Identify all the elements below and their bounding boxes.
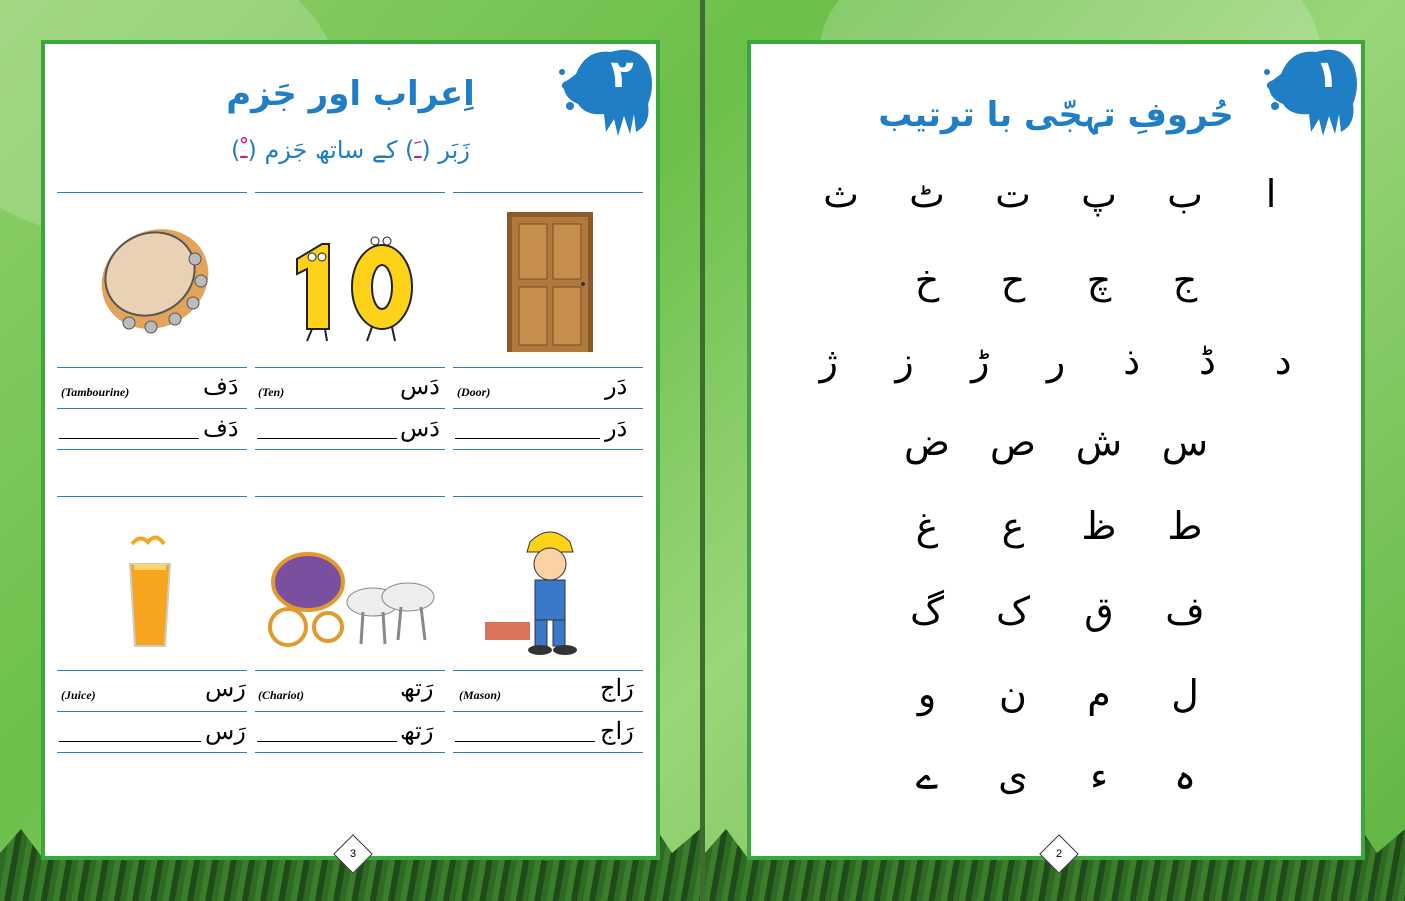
alphabet-letter: ط: [1167, 504, 1203, 548]
divider: [453, 192, 643, 193]
subtitle-text: ) کے ساتھ جَزم (: [247, 136, 415, 164]
alphabet-row: [791, 754, 1321, 798]
divider: [255, 752, 445, 753]
alphabet-letter: ژ: [819, 339, 839, 383]
chariot-image: [263, 532, 443, 657]
divider: [57, 408, 247, 409]
divider: [57, 496, 247, 497]
subtitle-mark: ـَ: [414, 136, 422, 164]
english-label: (Door): [457, 385, 491, 399]
mason-image: [485, 522, 605, 657]
trace-word: رَاج: [600, 717, 634, 745]
divider: [57, 449, 247, 450]
alphabet-letter: چ: [1086, 258, 1112, 302]
alphabet-letter: ح: [1000, 258, 1026, 302]
urdu-word: رَتھ: [400, 674, 434, 702]
lesson-number: ٢: [610, 52, 634, 96]
tambourine-image: [95, 219, 215, 339]
alphabet-row: [791, 589, 1321, 633]
trace-line[interactable]: [455, 438, 600, 439]
alphabet-letter: ن: [999, 672, 1027, 716]
alphabet-letter: ت: [995, 172, 1031, 216]
alphabet-letter: ع: [1001, 504, 1025, 548]
alphabet-letter: ق: [1084, 589, 1114, 633]
alphabet-letter: ف: [1165, 589, 1205, 633]
divider: [255, 496, 445, 497]
alphabet-letter: گ: [909, 589, 944, 633]
alphabet-letter: س: [1161, 420, 1209, 464]
alphabet-row: [791, 258, 1321, 302]
urdu-word: رَس: [205, 674, 246, 702]
alphabet-letter: پ: [1081, 172, 1117, 216]
alphabet-letter: ض: [904, 420, 950, 464]
page-title: حُروفِ تہجّی با ترتیب: [878, 95, 1234, 135]
alphabet-letter: ل: [1171, 672, 1199, 716]
divider: [255, 670, 445, 671]
english-label: (Mason): [459, 688, 502, 702]
alphabet-letter: م: [1087, 672, 1111, 716]
alphabet-letter: و: [917, 672, 937, 716]
book-spine: [700, 0, 705, 901]
alphabet-letter: ز: [895, 339, 914, 383]
alphabet-letter: ث: [823, 172, 859, 216]
alphabet-letter: ی: [998, 754, 1028, 798]
subtitle-mark: ـْ: [240, 136, 248, 164]
divider: [57, 711, 247, 712]
trace-word: دَس: [400, 414, 440, 442]
trace-word: رَتھ: [400, 717, 434, 745]
english-label: (Tambourine): [61, 385, 130, 399]
subtitle-text: ): [231, 136, 241, 164]
alphabet-letter: ص: [990, 420, 1036, 464]
divider: [255, 367, 445, 368]
divider: [57, 367, 247, 368]
page-number-text: 2: [1055, 848, 1063, 860]
alphabet-letter: ش: [1075, 420, 1123, 464]
alphabet-letter: ہ: [1173, 754, 1197, 798]
divider: [255, 711, 445, 712]
divider: [453, 496, 643, 497]
divider: [453, 408, 643, 409]
ten-image: [267, 229, 437, 344]
alphabet-letter: د: [1274, 339, 1292, 383]
divider: [57, 752, 247, 753]
alphabet-row: [791, 172, 1321, 216]
trace-word: دَر: [605, 414, 628, 442]
alphabet-row: [791, 339, 1321, 383]
english-label: (Ten): [258, 385, 285, 399]
urdu-word: دَس: [400, 372, 440, 400]
alphabet-letter: ے: [915, 754, 939, 798]
divider: [453, 449, 643, 450]
trace-line[interactable]: [59, 438, 199, 439]
divider: [453, 367, 643, 368]
trace-line[interactable]: [455, 741, 595, 742]
door-image: [507, 212, 593, 352]
divider: [453, 752, 643, 753]
alphabet-letter: ء: [1090, 754, 1108, 798]
alphabet-letter: ڈ: [1198, 339, 1216, 383]
alphabet-letter: ک: [995, 589, 1030, 633]
alphabet-letter: غ: [915, 504, 939, 548]
alphabet-row: [791, 420, 1321, 464]
page-title: اِعراب اور جَزم: [226, 74, 475, 114]
alphabet-letter: ج: [1172, 258, 1198, 302]
alphabet-letter: ڑ: [971, 339, 990, 383]
urdu-word: دَف: [203, 372, 239, 400]
divider: [255, 408, 445, 409]
divider: [57, 670, 247, 671]
divider: [453, 670, 643, 671]
trace-word: دَف: [203, 414, 239, 442]
lesson-number: ١: [1315, 52, 1339, 96]
alphabet-letter: ب: [1167, 172, 1203, 216]
alphabet-letter: خ: [914, 258, 940, 302]
english-label: (Chariot): [258, 688, 305, 702]
divider: [255, 192, 445, 193]
divider: [57, 192, 247, 193]
urdu-word: دَر: [605, 372, 628, 400]
divider: [255, 449, 445, 450]
alphabet-row: [791, 672, 1321, 716]
alphabet-letter: ذ: [1123, 339, 1141, 383]
page-right: [747, 40, 1365, 860]
page-left: [41, 40, 660, 860]
urdu-word: رَاج: [600, 674, 634, 702]
juice-image: [120, 534, 180, 654]
trace-line[interactable]: [257, 438, 397, 439]
alphabet-letter: ٹ: [909, 172, 945, 216]
alphabet-letter: ر: [1046, 339, 1066, 383]
page-subtitle: [45, 136, 656, 164]
alphabet-row: [791, 504, 1321, 548]
trace-line[interactable]: [257, 741, 397, 742]
trace-line[interactable]: [59, 741, 201, 742]
english-label: (Juice): [61, 688, 96, 702]
subtitle-text: زَبَر (: [421, 136, 470, 164]
trace-word: رَس: [205, 717, 246, 745]
alphabet-letter: ا: [1265, 172, 1277, 216]
divider: [453, 711, 643, 712]
alphabet-letter: ظ: [1081, 504, 1117, 548]
page-number-text: 3: [349, 848, 357, 860]
